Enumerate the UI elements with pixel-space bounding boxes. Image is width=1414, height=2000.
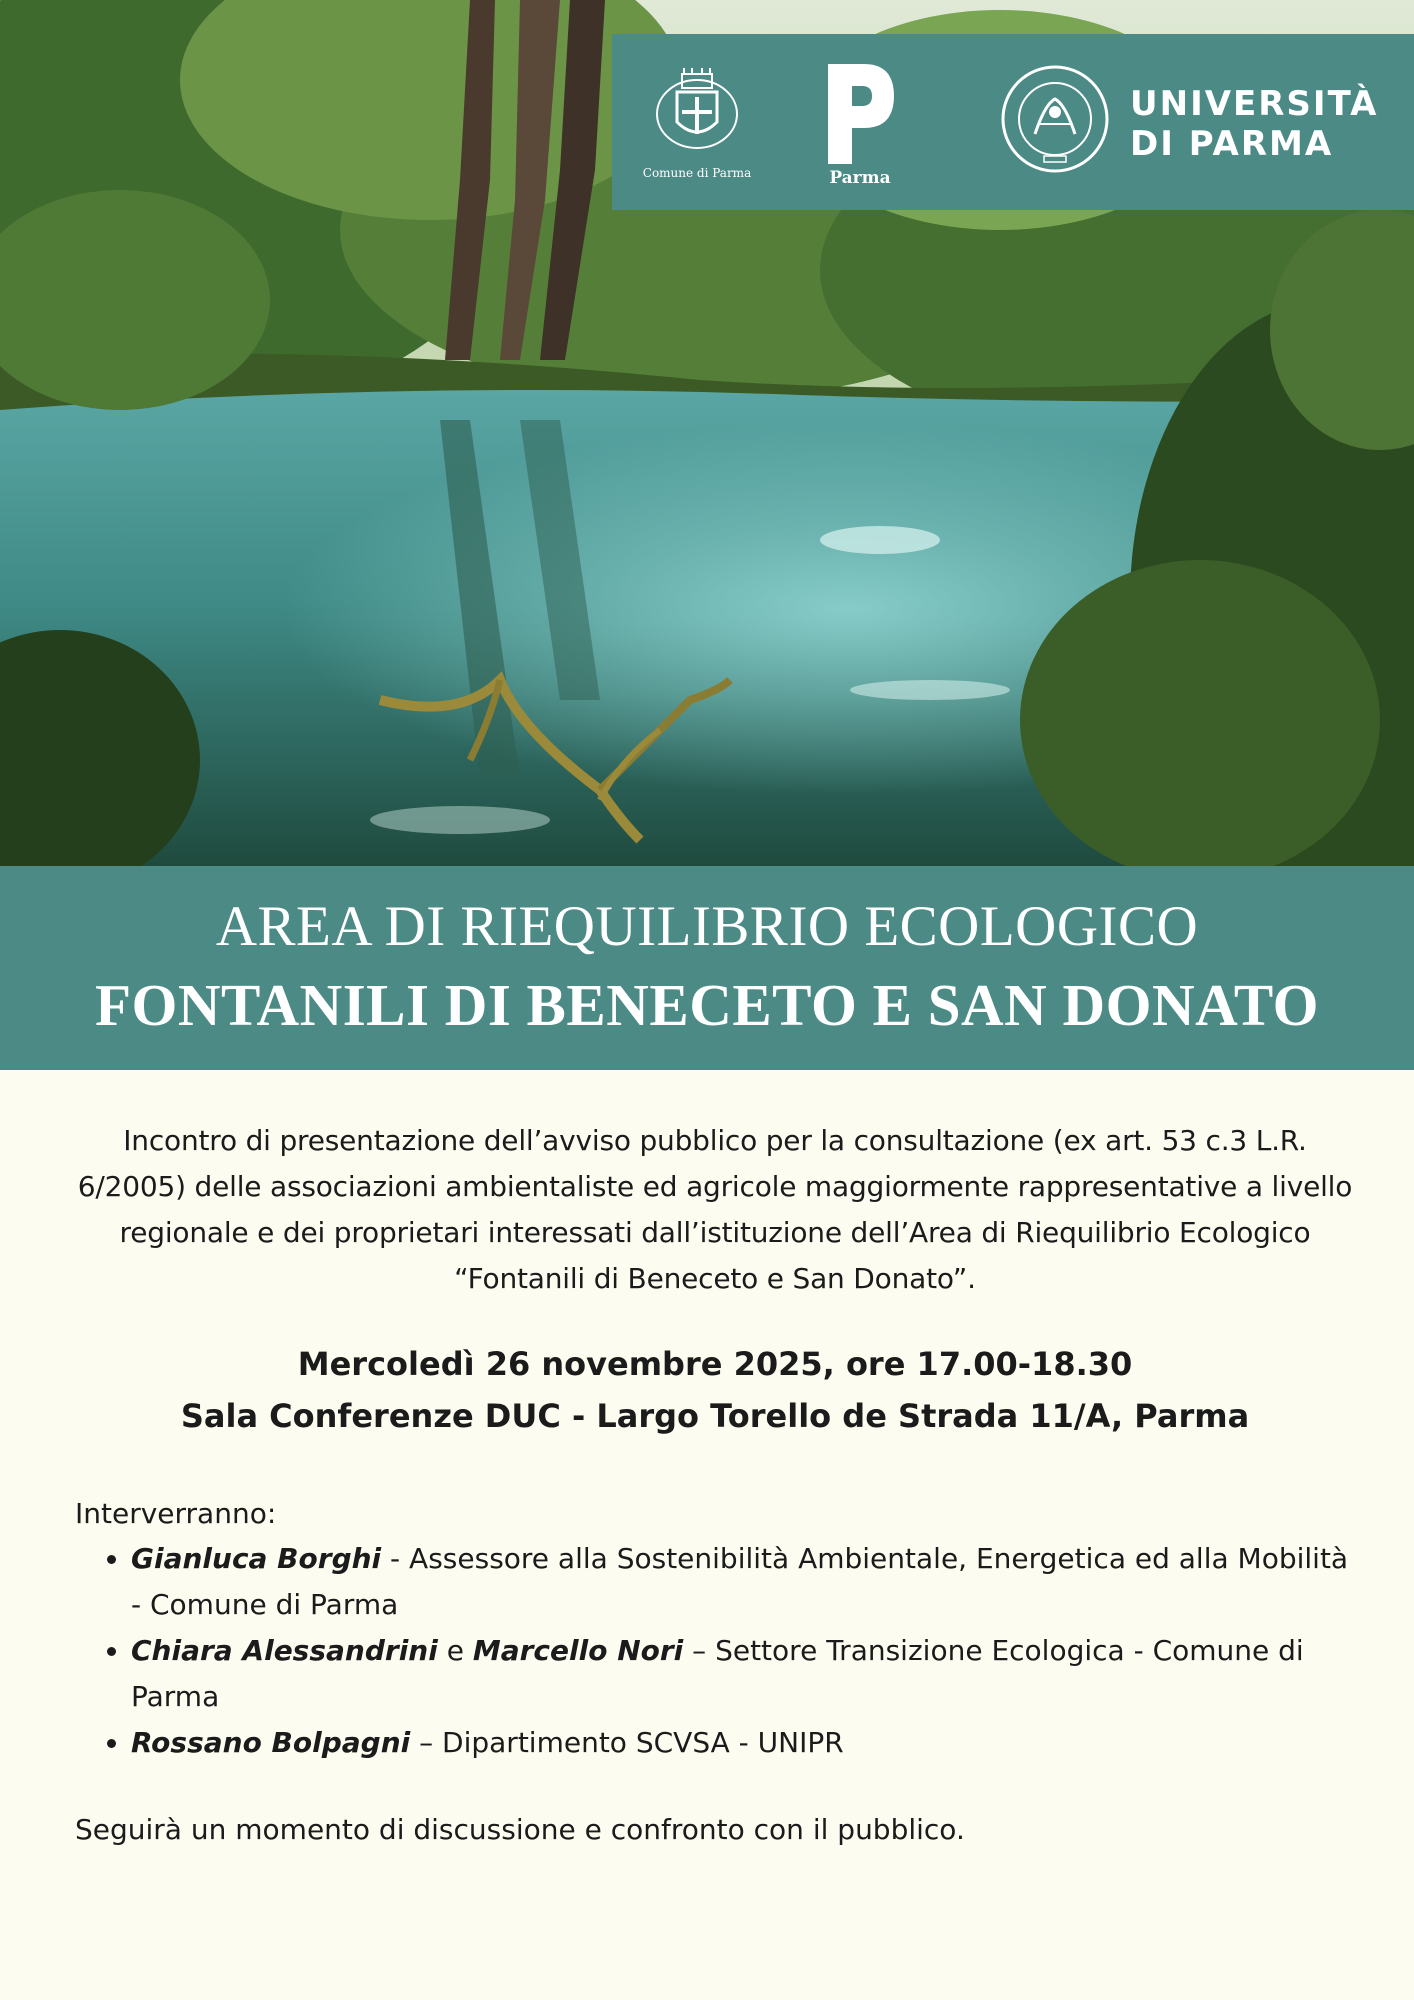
- comune-caption: Comune di Parma: [642, 166, 752, 180]
- speaker-role: - Assessore alla Sostenibilità Ambientale, Energetica ed alla Mobilità - Comune di Parma: [131, 1542, 1349, 1621]
- speaker-name: Rossano Bolpagni: [131, 1726, 411, 1759]
- comune-di-parma-logo: [642, 52, 752, 192]
- parma-caption: Parma: [829, 168, 891, 188]
- speaker-item: [131, 1536, 1355, 1628]
- speaker-name: Marcello Nori: [472, 1634, 684, 1667]
- event-date-time: Mercoledì 26 novembre 2025, ore 17.00-18.30: [297, 1345, 1133, 1383]
- coat-of-arms-icon: [642, 52, 752, 162]
- speaker-joiner: e: [437, 1634, 473, 1667]
- university-line-1: UNIVERSITÀ: [1130, 84, 1379, 124]
- event-venue: Sala Conferenze DUC - Largo Torello de Strada 11/A, Parma: [180, 1397, 1250, 1435]
- speaker-name: Gianluca Borghi: [131, 1542, 382, 1575]
- title-line-1: AREA DI RIEQUILIBRIO ECOLOGICO: [215, 895, 1199, 958]
- intro-paragraph: Incontro di presentazione dell’avviso pubblico per la consultazione (ex art. 53 c.3 L.R. 6/2005) delle associazioni ambientaliste ed agricole maggiormente rappresentative a livello regionale e dei proprietari interessati dall’istituzione dell’Area di Riequilibrio Ecologico “Fontanili di Beneceto e San Donato”.: [77, 1124, 1353, 1295]
- speakers-heading: Interverranno:: [75, 1497, 277, 1530]
- closing-text: Seguirà un momento di discussione e confronto con il pubblico.: [75, 1813, 965, 1846]
- body-content: [75, 1118, 1355, 1852]
- university-line-2: DI PARMA: [1130, 124, 1334, 164]
- speakers-list: [75, 1536, 1355, 1766]
- speaker-item: [131, 1720, 1355, 1766]
- parma-p-icon: [824, 56, 896, 166]
- speaker-name: Chiara Alessandrini: [131, 1634, 438, 1667]
- parma-logo: [824, 56, 896, 186]
- title-band: [0, 866, 1414, 1070]
- speaker-item: [131, 1628, 1355, 1720]
- logo-band: [612, 34, 1414, 210]
- university-name: [1130, 84, 1378, 164]
- event-details: [75, 1338, 1355, 1442]
- speaker-role: – Dipartimento SCVSA - UNIPR: [410, 1726, 844, 1759]
- university-seal-icon: [1000, 64, 1110, 174]
- title-line-2: FONTANILI DI BENECETO E SAN DONATO: [94, 972, 1320, 1038]
- speaker-role: – Settore Transizione Ecologica - Comune di Parma: [131, 1634, 1304, 1713]
